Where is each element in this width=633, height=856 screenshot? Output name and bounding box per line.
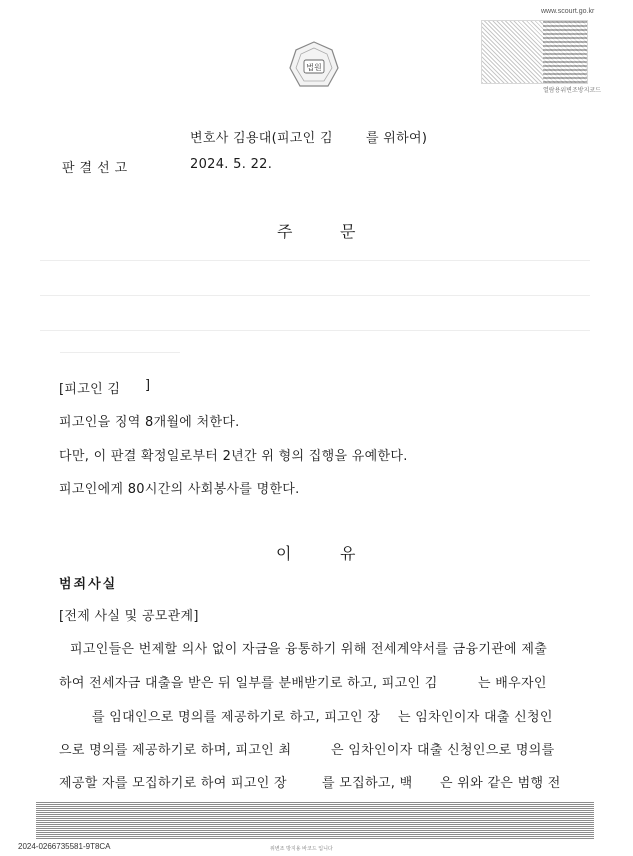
anti-forgery-barcode — [481, 20, 588, 84]
defendant-label-close: ] — [145, 378, 151, 393]
order-heading-right: 문 — [340, 222, 356, 241]
reason-heading-right: 유 — [340, 544, 356, 563]
order-line: 피고인에게 80시간의 사회봉사를 명한다. — [59, 482, 300, 497]
paragraph-line: 은 임차인이자 대출 신청인으로 명의를 — [331, 743, 555, 758]
court-url: www.scourt.go.kr — [541, 8, 595, 15]
paragraph-line: 제공할 자를 모집하기로 하여 피고인 장 — [59, 776, 287, 791]
order-line: 다만, 이 판결 확정일로부터 2년간 위 형의 집행을 유예한다. — [59, 449, 408, 464]
section-title: 범죄사실 — [59, 577, 118, 592]
attorney-line-suffix: 를 위하여) — [366, 131, 428, 146]
verdict-date: 2024. 5. 22. — [190, 157, 273, 172]
paragraph-line: 를 임대인으로 명의를 제공하기로 하고, 피고인 장 — [92, 710, 381, 725]
paragraph-line: 는 배우자인 — [478, 676, 547, 691]
paragraph-line: 으로 명의를 제공하기로 하며, 피고인 최 — [59, 743, 292, 758]
court-seal-icon — [288, 40, 340, 92]
order-heading-left: 주 — [277, 222, 293, 241]
subsection-title: [전제 사실 및 공모관계] — [59, 609, 199, 624]
order-line: 피고인을 징역 8개월에 처한다. — [59, 415, 240, 430]
paragraph-line: 하여 전세자금 대출을 받은 뒤 일부를 분배받기로 하고, 피고인 김 — [59, 676, 438, 691]
paragraph-line: 은 위와 같은 범행 전 — [440, 776, 561, 791]
seal-label: 법원 — [306, 63, 322, 72]
verdict-label: 판결선고 — [62, 161, 133, 176]
barcode-notice: 위변조 방지용 바코드 입니다 — [270, 846, 333, 852]
attorney-line-prefix: 변호사 김용대(피고인 김 — [190, 131, 333, 146]
defendant-label: [피고인 김 — [59, 382, 121, 397]
paragraph-line: 를 모집하고, 백 — [322, 776, 413, 791]
document-code: 2024-0266735581-9T8CA — [18, 842, 111, 851]
reason-heading-left: 이 — [276, 544, 292, 563]
paragraph-line: 는 임차인이자 대출 신청인 — [398, 710, 553, 725]
paragraph-line: 피고인들은 번제할 의사 없이 자금을 융통하기 위해 전세계약서를 금융기관에 제출 — [70, 642, 548, 657]
forgery-prevention-barcode — [36, 801, 594, 839]
barcode-caption: 열람용위변조방지코드 — [543, 87, 601, 94]
